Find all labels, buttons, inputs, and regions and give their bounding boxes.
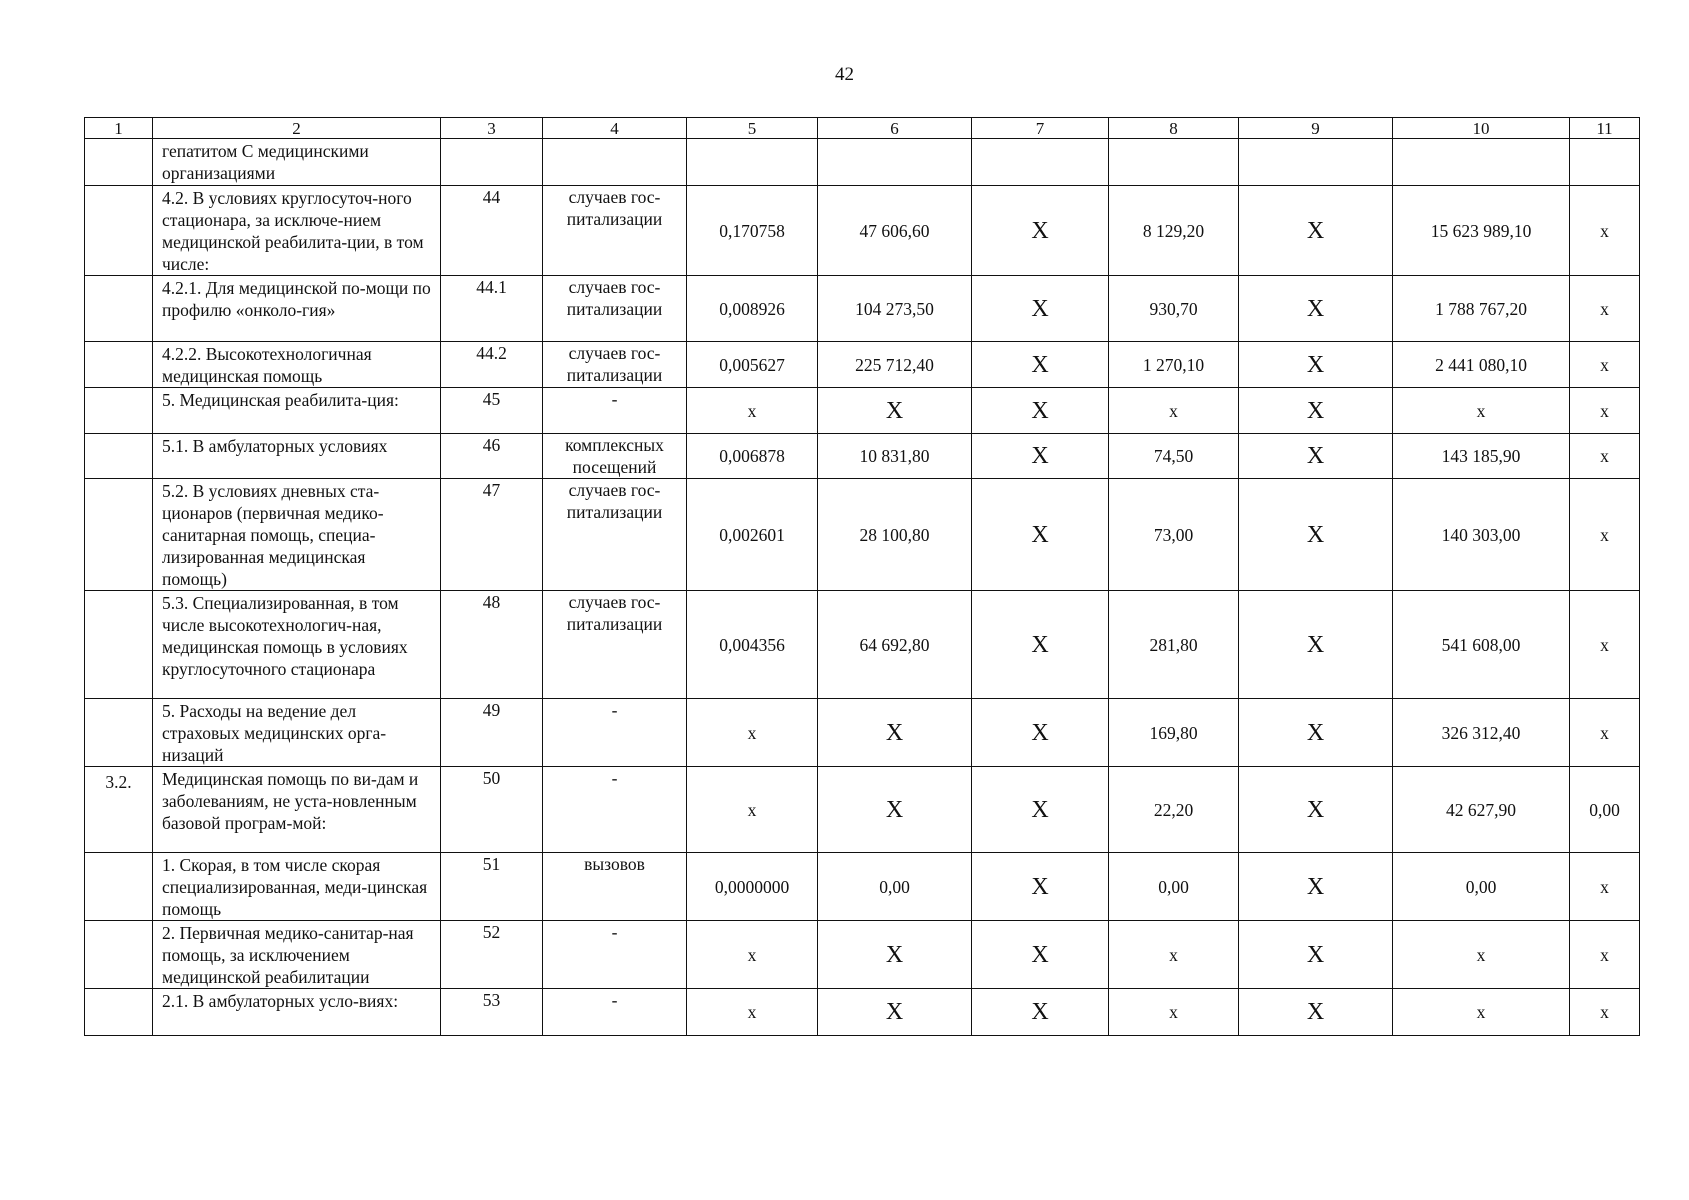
row-number xyxy=(85,186,153,276)
row-number xyxy=(85,699,153,767)
row-value-8: 22,20 xyxy=(1109,767,1239,853)
row-value-10: 42 627,90 xyxy=(1393,767,1570,853)
row-code: 47 xyxy=(441,479,543,591)
row-value-9: X xyxy=(1239,388,1393,434)
column-header-8: 8 xyxy=(1109,118,1239,139)
row-unit: - xyxy=(543,767,687,853)
row-value-11: 0,00 xyxy=(1570,767,1640,853)
row-description: Медицинская помощь по ви-дам и заболеваниям, не уста-новленным базовой програм-мой: xyxy=(153,767,441,853)
row-number: 3.2. xyxy=(85,767,153,853)
row-value-11: x xyxy=(1570,186,1640,276)
row-number xyxy=(85,388,153,434)
row-value-7: X xyxy=(972,342,1109,388)
row-value-7: X xyxy=(972,479,1109,591)
row-value-10: x xyxy=(1393,921,1570,989)
column-header-5: 5 xyxy=(687,118,818,139)
row-value-11: x xyxy=(1570,276,1640,342)
row-value-6: 0,00 xyxy=(818,853,972,921)
table-row xyxy=(85,699,1640,767)
row-value-9: X xyxy=(1239,479,1393,591)
row-number xyxy=(85,479,153,591)
row-value-10: 140 303,00 xyxy=(1393,479,1570,591)
row-description: 1. Скорая, в том числе скорая специализированная, меди-цинская помощь xyxy=(153,853,441,921)
row-value-9: X xyxy=(1239,853,1393,921)
row-value-10 xyxy=(1393,139,1570,186)
row-value-11: x xyxy=(1570,342,1640,388)
row-value-10: 1 788 767,20 xyxy=(1393,276,1570,342)
table-row xyxy=(85,989,1640,1036)
row-description: 5. Расходы на ведение дел страховых медицинских орга-низаций xyxy=(153,699,441,767)
row-unit: - xyxy=(543,388,687,434)
row-value-8: 74,50 xyxy=(1109,434,1239,479)
column-header-11: 11 xyxy=(1570,118,1640,139)
row-description: 5.2. В условиях дневных ста-ционаров (первичная медико-санитарная помощь, специа-лизированная медицинская помощь) xyxy=(153,479,441,591)
row-unit: случаев гос-питализации xyxy=(543,342,687,388)
column-header-6: 6 xyxy=(818,118,972,139)
row-value-11: x xyxy=(1570,388,1640,434)
row-value-7: X xyxy=(972,276,1109,342)
page-number: 42 xyxy=(835,64,854,85)
row-description: 2. Первичная медико-санитар-ная помощь, за исключением медицинской реабилитации xyxy=(153,921,441,989)
row-value-5: x xyxy=(687,921,818,989)
row-unit: случаев гос-питализации xyxy=(543,591,687,699)
row-value-7: X xyxy=(972,186,1109,276)
table-row xyxy=(85,479,1640,591)
row-description: 4.2. В условиях круглосуточ-ного стационара, за исключе-нием медицинской реабилита-ции, в том числе: xyxy=(153,186,441,276)
row-value-8 xyxy=(1109,139,1239,186)
row-code: 51 xyxy=(441,853,543,921)
row-description: 4.2.1. Для медицинской по-мощи по профилю «онколо-гия» xyxy=(153,276,441,342)
row-value-5: 0,008926 xyxy=(687,276,818,342)
row-unit: случаев гос-питализации xyxy=(543,186,687,276)
row-code: 52 xyxy=(441,921,543,989)
row-description: 2.1. В амбулаторных усло-виях: xyxy=(153,989,441,1036)
column-header-row xyxy=(85,118,1640,139)
column-header-9: 9 xyxy=(1239,118,1393,139)
table-row xyxy=(85,139,1640,186)
column-header-10: 10 xyxy=(1393,118,1570,139)
row-description: гепатитом С медицинскими организациями xyxy=(153,139,441,186)
column-header-2: 2 xyxy=(153,118,441,139)
row-unit xyxy=(543,139,687,186)
row-value-10: 0,00 xyxy=(1393,853,1570,921)
row-code xyxy=(441,139,543,186)
row-unit: случаев гос-питализации xyxy=(543,276,687,342)
row-number xyxy=(85,139,153,186)
row-value-10: x xyxy=(1393,388,1570,434)
row-value-10: 541 608,00 xyxy=(1393,591,1570,699)
table-row xyxy=(85,921,1640,989)
row-code: 50 xyxy=(441,767,543,853)
row-value-9: X xyxy=(1239,989,1393,1036)
row-value-11 xyxy=(1570,139,1640,186)
table-row xyxy=(85,186,1640,276)
table-row xyxy=(85,434,1640,479)
row-code: 45 xyxy=(441,388,543,434)
row-value-6 xyxy=(818,139,972,186)
row-value-5 xyxy=(687,139,818,186)
row-value-5: 0,0000000 xyxy=(687,853,818,921)
row-value-11: x xyxy=(1570,699,1640,767)
row-value-9: X xyxy=(1239,699,1393,767)
data-table xyxy=(84,117,1640,1036)
row-value-5: 0,002601 xyxy=(687,479,818,591)
row-value-11: x xyxy=(1570,434,1640,479)
row-value-8: x xyxy=(1109,921,1239,989)
row-unit: - xyxy=(543,989,687,1036)
row-value-6: X xyxy=(818,767,972,853)
table-row xyxy=(85,853,1640,921)
row-unit: - xyxy=(543,699,687,767)
row-value-5: 0,004356 xyxy=(687,591,818,699)
row-number xyxy=(85,989,153,1036)
row-value-8: 281,80 xyxy=(1109,591,1239,699)
row-value-6: 47 606,60 xyxy=(818,186,972,276)
row-value-8: 8 129,20 xyxy=(1109,186,1239,276)
row-value-11: x xyxy=(1570,853,1640,921)
column-header-7: 7 xyxy=(972,118,1109,139)
row-number xyxy=(85,434,153,479)
row-value-10: 143 185,90 xyxy=(1393,434,1570,479)
row-unit: - xyxy=(543,921,687,989)
row-description: 5.1. В амбулаторных условиях xyxy=(153,434,441,479)
column-header-3: 3 xyxy=(441,118,543,139)
row-code: 49 xyxy=(441,699,543,767)
row-value-10: x xyxy=(1393,989,1570,1036)
row-value-10: 2 441 080,10 xyxy=(1393,342,1570,388)
row-value-6: X xyxy=(818,699,972,767)
row-value-9: X xyxy=(1239,342,1393,388)
row-number xyxy=(85,276,153,342)
column-header-4: 4 xyxy=(543,118,687,139)
row-value-6: X xyxy=(818,989,972,1036)
row-value-7: X xyxy=(972,767,1109,853)
row-value-8: 73,00 xyxy=(1109,479,1239,591)
row-number xyxy=(85,591,153,699)
row-value-7: X xyxy=(972,434,1109,479)
row-value-6: X xyxy=(818,921,972,989)
row-value-5: 0,005627 xyxy=(687,342,818,388)
row-value-6: 225 712,40 xyxy=(818,342,972,388)
row-code: 46 xyxy=(441,434,543,479)
row-value-9: X xyxy=(1239,591,1393,699)
column-header-1: 1 xyxy=(85,118,153,139)
row-value-7: X xyxy=(972,699,1109,767)
row-value-7: X xyxy=(972,591,1109,699)
row-code: 48 xyxy=(441,591,543,699)
row-value-9 xyxy=(1239,139,1393,186)
row-code: 44.2 xyxy=(441,342,543,388)
row-value-7 xyxy=(972,139,1109,186)
row-value-5: x xyxy=(687,767,818,853)
row-value-9: X xyxy=(1239,434,1393,479)
row-value-5: x xyxy=(687,699,818,767)
table-row xyxy=(85,342,1640,388)
row-value-8: 1 270,10 xyxy=(1109,342,1239,388)
row-description: 4.2.2. Высокотехнологичная медицинская помощь xyxy=(153,342,441,388)
row-value-5: 0,170758 xyxy=(687,186,818,276)
row-unit: вызовов xyxy=(543,853,687,921)
row-description: 5.3. Специализированная, в том числе высокотехнологич-ная, медицинская помощь в условиях круглосуточного стационара xyxy=(153,591,441,699)
row-code: 53 xyxy=(441,989,543,1036)
row-value-7: X xyxy=(972,388,1109,434)
row-value-9: X xyxy=(1239,186,1393,276)
row-value-5: 0,006878 xyxy=(687,434,818,479)
row-description: 5. Медицинская реабилита-ция: xyxy=(153,388,441,434)
table-row xyxy=(85,767,1640,853)
row-value-11: x xyxy=(1570,479,1640,591)
row-number xyxy=(85,853,153,921)
row-value-7: X xyxy=(972,921,1109,989)
table-row xyxy=(85,591,1640,699)
row-unit: случаев гос-питализации xyxy=(543,479,687,591)
row-value-8: 169,80 xyxy=(1109,699,1239,767)
row-value-8: x xyxy=(1109,388,1239,434)
row-value-9: X xyxy=(1239,921,1393,989)
row-value-6: 64 692,80 xyxy=(818,591,972,699)
row-code: 44 xyxy=(441,186,543,276)
row-value-8: 0,00 xyxy=(1109,853,1239,921)
row-value-9: X xyxy=(1239,276,1393,342)
row-value-8: 930,70 xyxy=(1109,276,1239,342)
row-value-6: 28 100,80 xyxy=(818,479,972,591)
row-value-10: 326 312,40 xyxy=(1393,699,1570,767)
row-value-6: X xyxy=(818,388,972,434)
row-value-8: x xyxy=(1109,989,1239,1036)
row-value-7: X xyxy=(972,989,1109,1036)
row-unit: комплексных посещений xyxy=(543,434,687,479)
row-value-6: 104 273,50 xyxy=(818,276,972,342)
row-number xyxy=(85,342,153,388)
row-value-11: x xyxy=(1570,921,1640,989)
row-value-11: x xyxy=(1570,989,1640,1036)
row-value-6: 10 831,80 xyxy=(818,434,972,479)
row-value-9: X xyxy=(1239,767,1393,853)
table-row xyxy=(85,388,1640,434)
row-value-7: X xyxy=(972,853,1109,921)
row-number xyxy=(85,921,153,989)
row-value-10: 15 623 989,10 xyxy=(1393,186,1570,276)
row-value-5: x xyxy=(687,989,818,1036)
row-code: 44.1 xyxy=(441,276,543,342)
row-value-5: x xyxy=(687,388,818,434)
table-row xyxy=(85,276,1640,342)
row-value-11: x xyxy=(1570,591,1640,699)
